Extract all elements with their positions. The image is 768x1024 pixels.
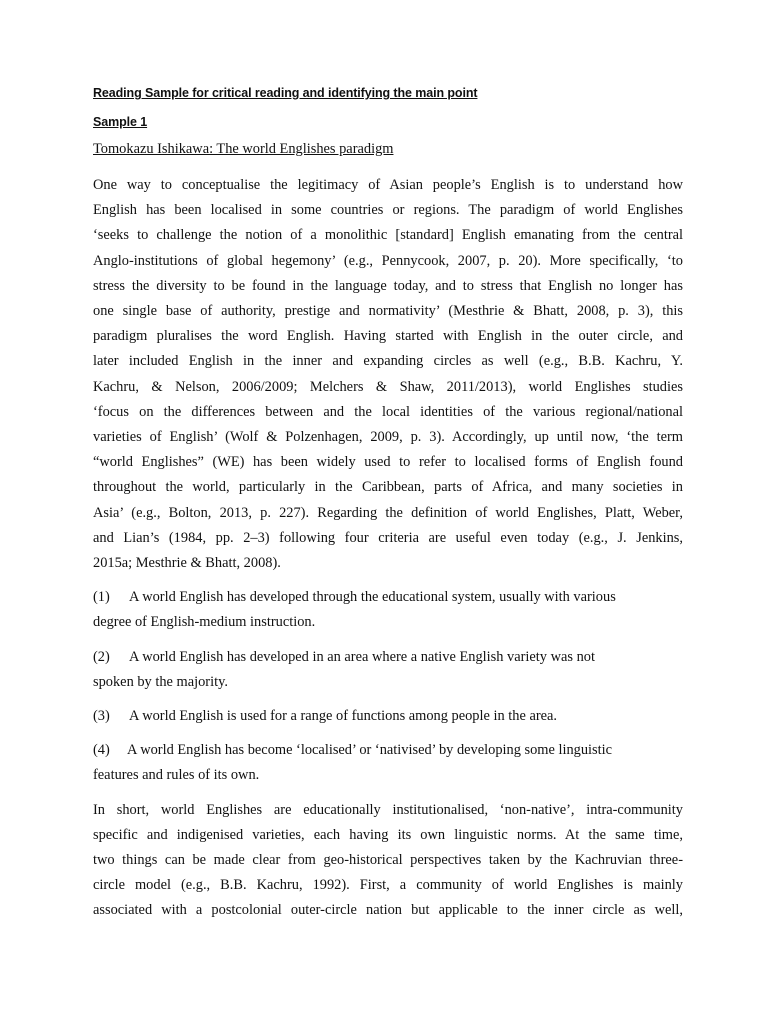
paragraph-line: paradigm pluralises the word English. Having started with English in the outer circle, and — [93, 328, 683, 345]
criterion-line — [93, 704, 683, 729]
criterion-number: (2) — [93, 648, 110, 665]
paragraph-line: In short, world Englishes are educationally institutionalised, ‘non-native’, intra-community — [93, 801, 683, 818]
criterion-line — [93, 738, 683, 763]
sample-label: Sample 1 — [93, 115, 148, 129]
criterion-text: A world English has become ‘localised’ or ‘nativised’ by developing some linguistic — [127, 742, 613, 759]
criterion-text: A world English is used for a range of functions among people in the area. — [129, 708, 558, 725]
criterion-item — [93, 704, 683, 729]
criterion-text: A world English has developed in an area where a native English variety was not — [129, 648, 595, 665]
paragraph-line: ‘seeks to challenge the notion of a monolithic [standard] English emanating from the central — [93, 227, 683, 244]
paragraph-line: Kachru, & Nelson, 2006/2009; Melchers & Shaw, 2011/2013), world Englishes studies — [93, 378, 683, 395]
paragraph-line: ‘focus on the differences between and the local identities of the various regional/national — [93, 403, 683, 420]
summary-paragraph — [93, 798, 683, 924]
paragraph-line: stress the diversity to be found in the language today, and to stress that English no longer has — [93, 277, 683, 294]
paragraph-line: “world Englishes” (WE) has been widely used to refer to localised forms of English found — [93, 454, 683, 471]
paragraph-line: Asia’ (e.g., Bolton, 2013, p. 227). Regarding the definition of world Englishes, Platt, Weber, — [93, 504, 683, 521]
criterion-line — [93, 645, 683, 670]
paragraph-line: throughout the world, particularly in the Caribbean, parts of Africa, and many societies in — [93, 479, 683, 496]
paragraph-line: one single base of authority, prestige and normativity’ (Mesthrie & Bhatt, 2008, p. 3), this — [93, 303, 683, 320]
document-page — [93, 86, 683, 924]
paragraph-line: associated with a postcolonial outer-circle nation but applicable to the inner circle as well, — [93, 902, 683, 919]
criterion-item — [93, 585, 683, 635]
criterion-item — [93, 738, 683, 788]
paragraph-line: later included English in the inner and expanding circles as well (e.g., B.B. Kachru, Y. — [93, 353, 683, 370]
paragraph-line: varieties of English’ (Wolf & Polzenhagen, 2009, p. 3). Accordingly, up until now, ‘the term — [93, 429, 683, 446]
criterion-line — [93, 585, 683, 610]
paragraph-line: circle model (e.g., B.B. Kachru, 1992). First, a community of world Englishes is mainly — [93, 877, 683, 894]
document-heading: Reading Sample for critical reading and identifying the main point — [93, 86, 478, 100]
paragraph-line: two things can be made clear from geo-historical perspectives taken by the Kachruvian three- — [93, 852, 683, 869]
paragraph-line: 2015a; Mesthrie & Bhatt, 2008). — [93, 555, 281, 572]
document-title: Tomokazu Ishikawa: The world Englishes paradigm — [93, 141, 394, 157]
criterion-line: spoken by the majority. — [93, 673, 228, 690]
criterion-number: (3) — [93, 708, 110, 725]
criterion-number: (1) — [93, 589, 110, 606]
criterion-item — [93, 645, 683, 695]
criterion-line: features and rules of its own. — [93, 767, 260, 784]
paragraph-line: specific and indigenised varieties, each having its own linguistic norms. At the same time, — [93, 826, 683, 843]
paragraph-line: Anglo-institutions of global hegemony’ (e.g., Pennycook, 2007, p. 20). More specifically, ‘to — [93, 252, 683, 269]
paragraph-line: One way to conceptualise the legitimacy of Asian people’s English is to understand how — [93, 177, 683, 193]
intro-paragraph — [93, 173, 683, 576]
criterion-number: (4) — [93, 742, 110, 759]
criterion-text: A world English has developed through the educational system, usually with various — [129, 589, 616, 606]
paragraph-line: English has been localised in some countries or regions. The paradigm of world Englishes — [93, 202, 683, 219]
criterion-line: degree of English-medium instruction. — [93, 614, 316, 631]
paragraph-line: and Lian’s (1984, pp. 2–3) following four criteria are useful even today (e.g., J. Jenkins, — [93, 529, 683, 546]
